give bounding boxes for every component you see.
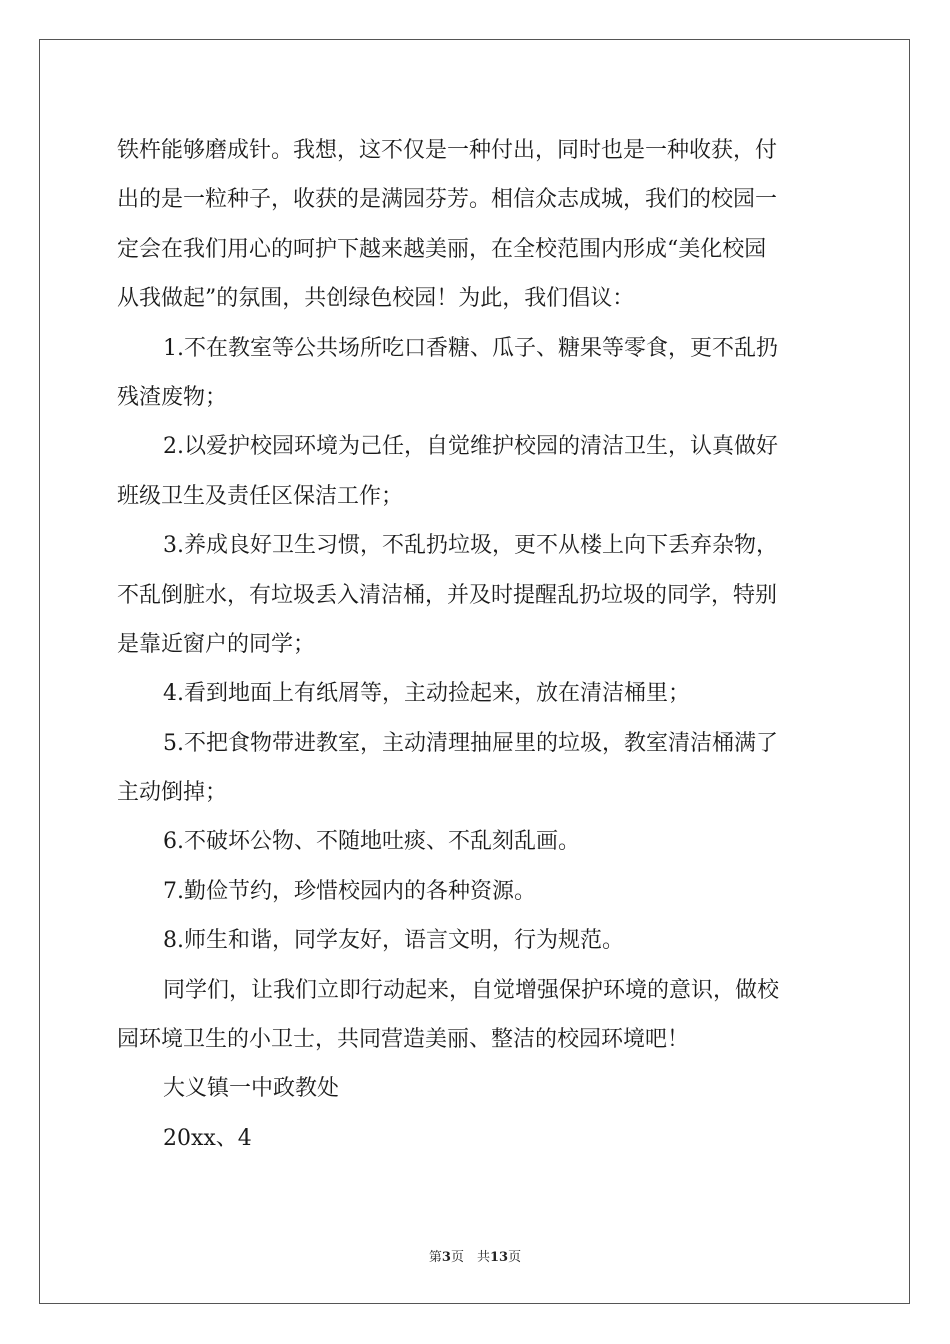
- text-line: 4.看到地面上有纸屑等，主动捡起来，放在清洁桶里；: [163, 681, 690, 707]
- text-line: 是靠近窗户的同学；: [117, 631, 316, 657]
- document-body: [117, 126, 833, 1163]
- text-line: 5.不把食物带进教室，主动清理抽屉里的垃圾，教室清洁桶满了: [163, 730, 778, 756]
- text-line: 3.养成良好卫生习惯，不乱扔垃圾，更不从楼上向下丢弃杂物，: [163, 533, 778, 559]
- footer-suffix: 页: [508, 1250, 522, 1265]
- text-line: 出的是一粒种子，收获的是满园芬芳。相信众志成城，我们的校园一: [117, 187, 778, 213]
- text-line: 1.不在教室等公共场所吃口香糖、瓜子、糖果等零食，更不乱扔: [163, 335, 778, 361]
- text-line: 班级卫生及责任区保洁工作；: [117, 483, 404, 509]
- footer-total-pages: 13: [489, 1250, 509, 1265]
- text-line: 从我做起”的氛围，共创绿色校园！为此，我们倡议：: [117, 286, 635, 312]
- footer-prefix: 第: [428, 1250, 442, 1265]
- text-line: 大义镇一中政教处: [163, 1076, 340, 1102]
- text-line: 6.不破坏公物、不随地吐痰、不乱刻乱画。: [163, 829, 580, 855]
- text-line: 同学们，让我们立即行动起来，自觉增强保护环境的意识，做校: [163, 977, 780, 1003]
- footer-mid: 页 共: [450, 1250, 490, 1265]
- text-line: 8.师生和谐，同学友好，语言文明，行为规范。: [163, 928, 624, 954]
- text-line: 园环境卫生的小卫士，共同营造美丽、整洁的校园环境吧！: [117, 1027, 690, 1053]
- text-line: 残渣废物；: [117, 384, 228, 410]
- text-line: 定会在我们用心的呵护下越来越美丽，在全校范围内形成“美化校园: [117, 236, 767, 262]
- text-line: 20xx、4: [163, 1125, 252, 1151]
- text-line: 不乱倒脏水，有垃圾丢入清洁桶，并及时提醒乱扔垃圾的同学，特别: [117, 582, 778, 608]
- text-line: 铁杵能够磨成针。我想，这不仅是一种付出，同时也是一种收获，付: [117, 138, 778, 163]
- footer-current-page: 3: [441, 1250, 451, 1265]
- page-footer: [0, 1246, 950, 1265]
- text-line: 主动倒掉；: [117, 780, 228, 806]
- text-line: 7.勤俭节约，珍惜校园内的各种资源。: [163, 878, 536, 904]
- text-line: 2.以爱护校园环境为己任，自觉维护校园的清洁卫生，认真做好: [163, 434, 778, 460]
